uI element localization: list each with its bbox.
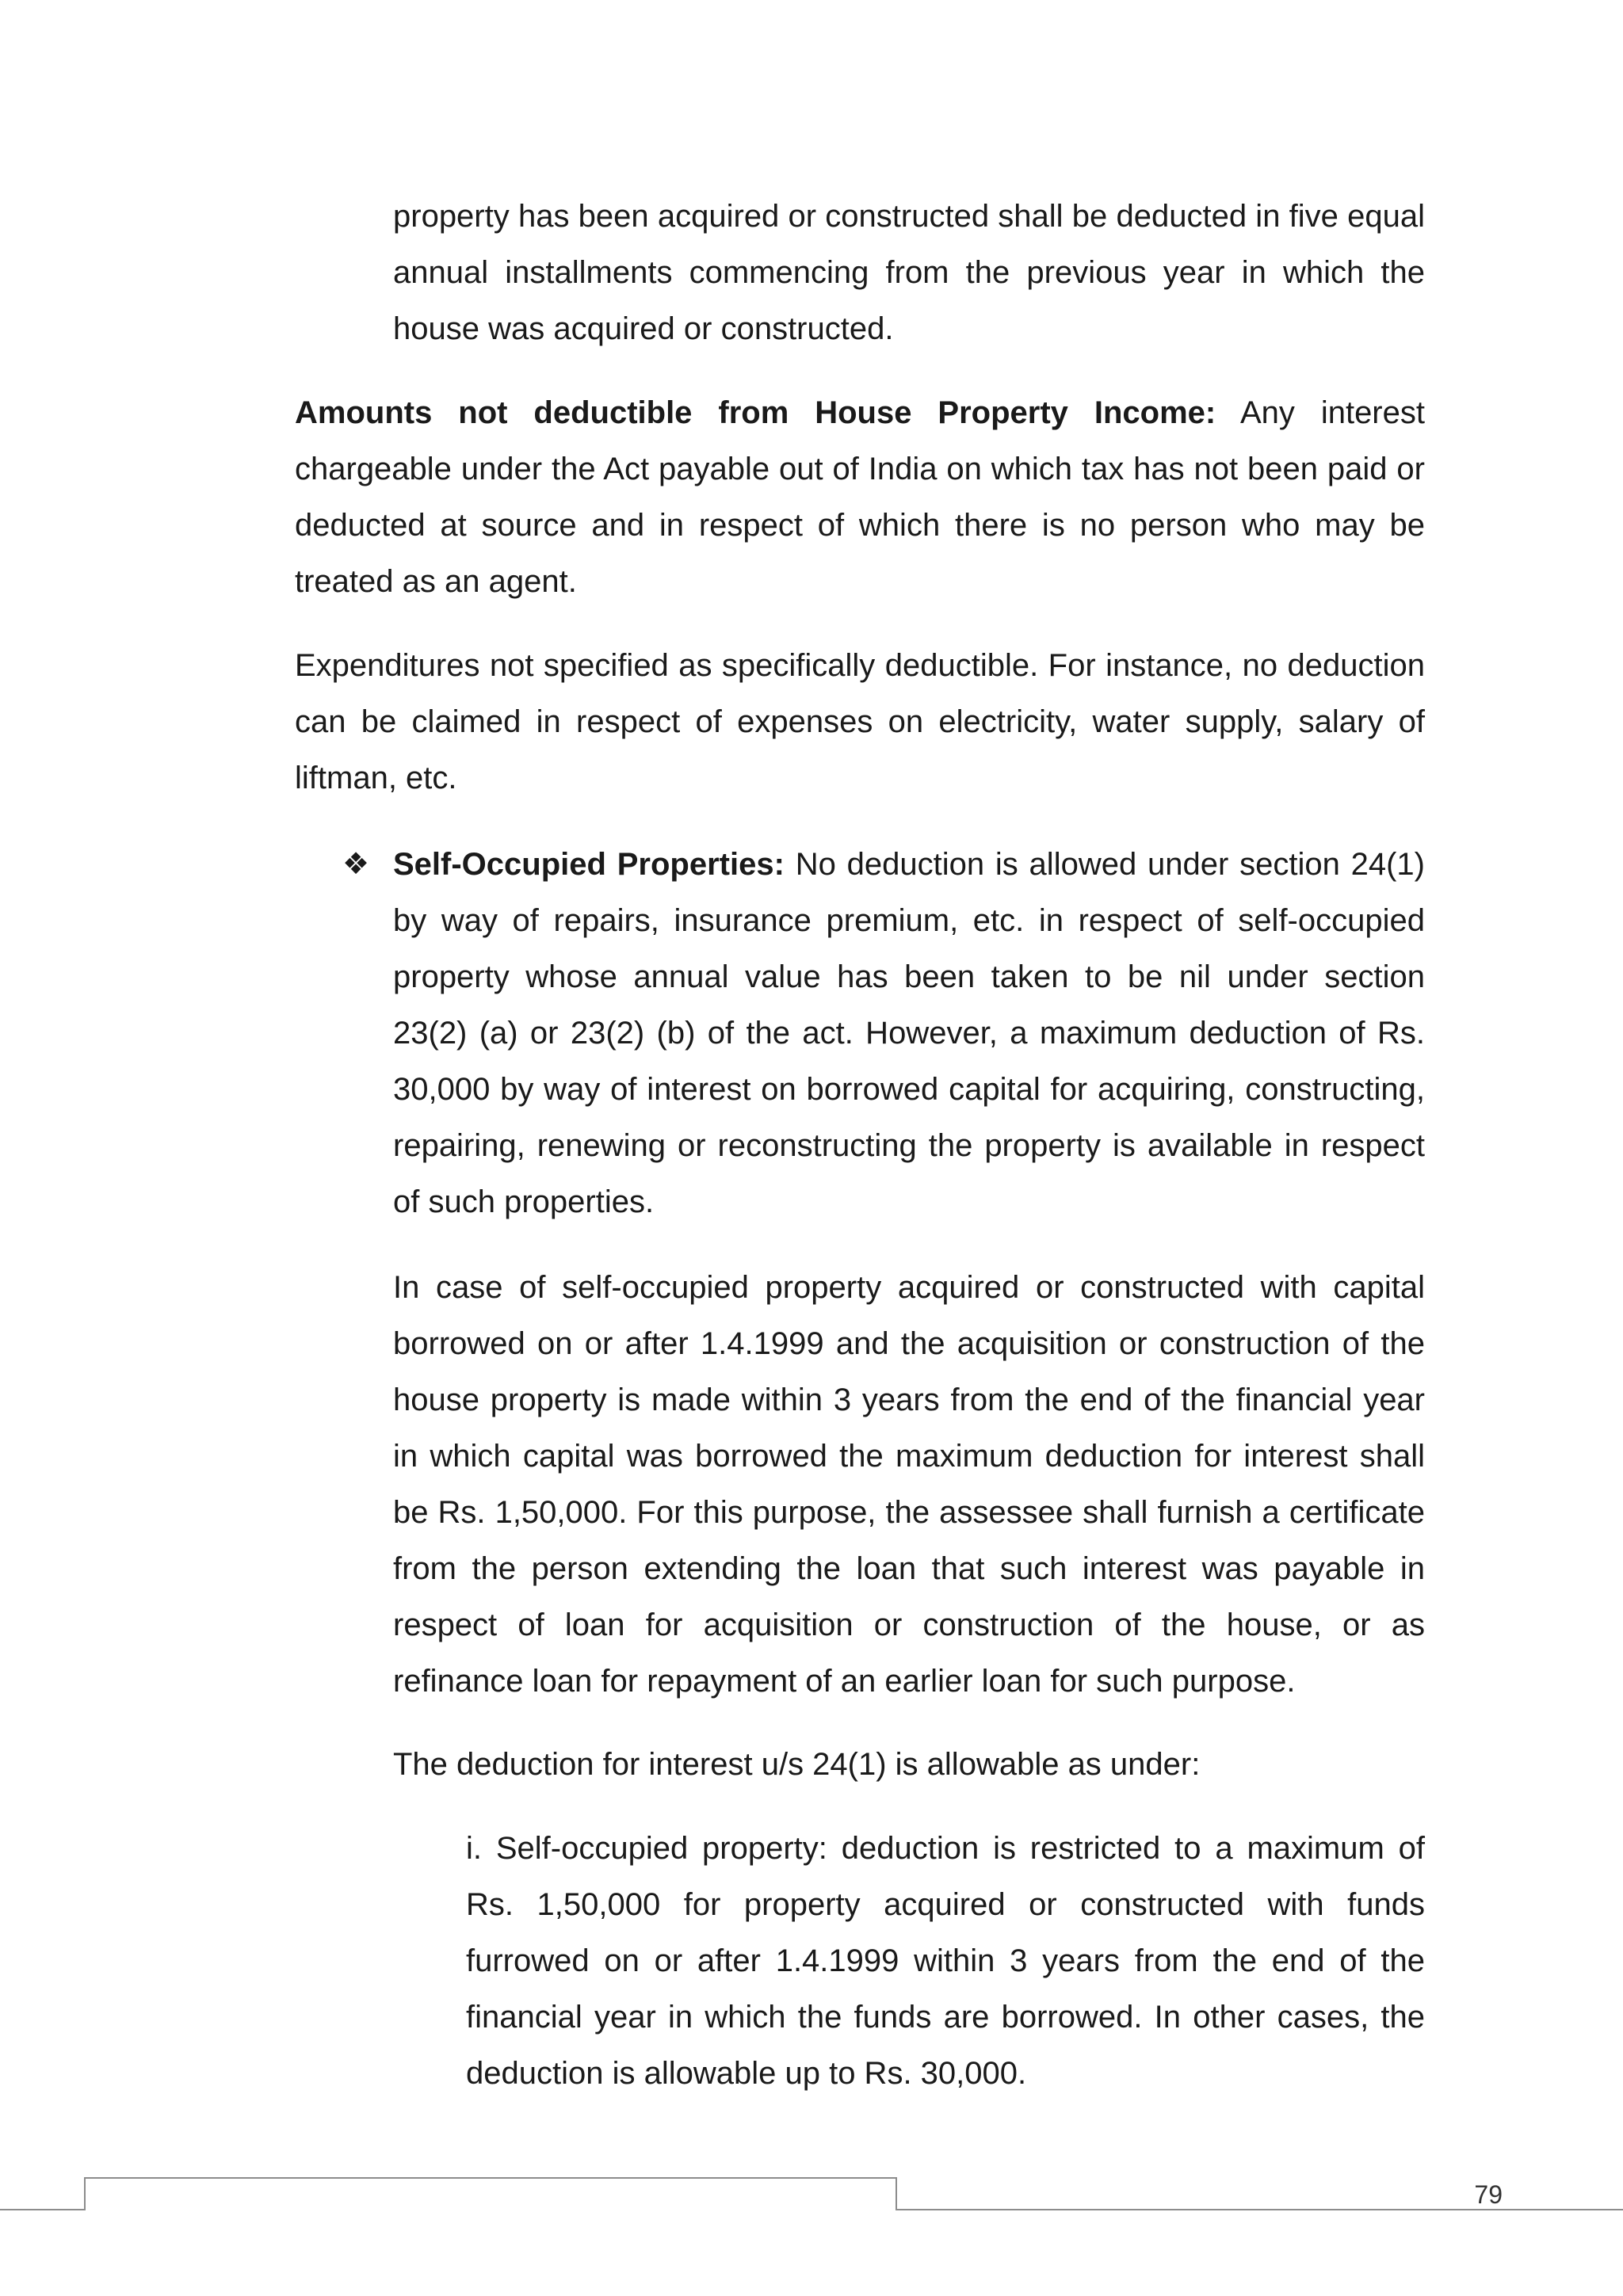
paragraph-deduction-interest: The deduction for interest u/s 24(1) is allowable as under: — [393, 1747, 1201, 1782]
text-amounts-not-deductible: Any interest chargeable under the Act payable out of India on which tax has not been paid or deducted at source and in respect of which there is no person who may be treated as an agent. — [295, 395, 1425, 599]
paragraph-self-occupied — [393, 837, 1425, 1230]
paragraph-expenditures: Expenditures not specified as specifically deductible. For instance, no deduction can be claimed in respect of expenses on electricity, water supply, salary of liftman, etc. — [295, 648, 1425, 795]
heading-self-occupied: Self-Occupied Properties: — [393, 847, 785, 882]
paragraph-borrowed-capital: In case of self-occupied property acquired or constructed with capital borrowed on or after 1.4.1999 and the acquisition or construction of the house property is made within 3 years from the end of the financial year in which capital was borrowed the maximum deduction for interest shall be Rs. 1,50,000. For this purpose, the assessee shall furnish a certificate from the person extending the loan that such interest was payable in respect of loan for acquisition or construction of the house, or as refinance loan for repayment of an earlier loan for such purpose. — [393, 1270, 1425, 1699]
page-number: 79 — [1474, 2180, 1503, 2209]
paragraph-self-occupied-limit: i. Self-occupied property: deduction is restricted to a maximum of Rs. 1,50,000 for property acquired or constructed with funds furrowed on or after 1.4.1999 within 3 years from the end of the financial year in which the funds are borrowed. In other cases, the deduction is allowable up to Rs. 30,000. — [466, 1831, 1425, 2091]
text-self-occupied: No deduction is allowed under section 24(1) by way of repairs, insurance premium, etc. in respect of self-occupied property whose annual value has been taken to be nil under section 23(2) (a) or 23(2) (b) of the act. However, a maximum deduction of Rs. 30,000 by way of interest on borrowed capital for acquiring, constructing, repairing, renewing or reconstructing the property is available in respect of such properties. — [393, 847, 1425, 1219]
paragraph-installments: property has been acquired or constructed shall be deducted in five equal annual installments commencing from the previous year in which the house was acquired or constructed. — [393, 199, 1425, 346]
heading-amounts-not-deductible: Amounts not deductible from House Property Income: — [295, 395, 1216, 430]
paragraph-amounts-not-deductible — [295, 385, 1425, 610]
footer-tab-box — [84, 2177, 897, 2210]
diamond-bullet-icon: ❖ — [342, 848, 370, 881]
